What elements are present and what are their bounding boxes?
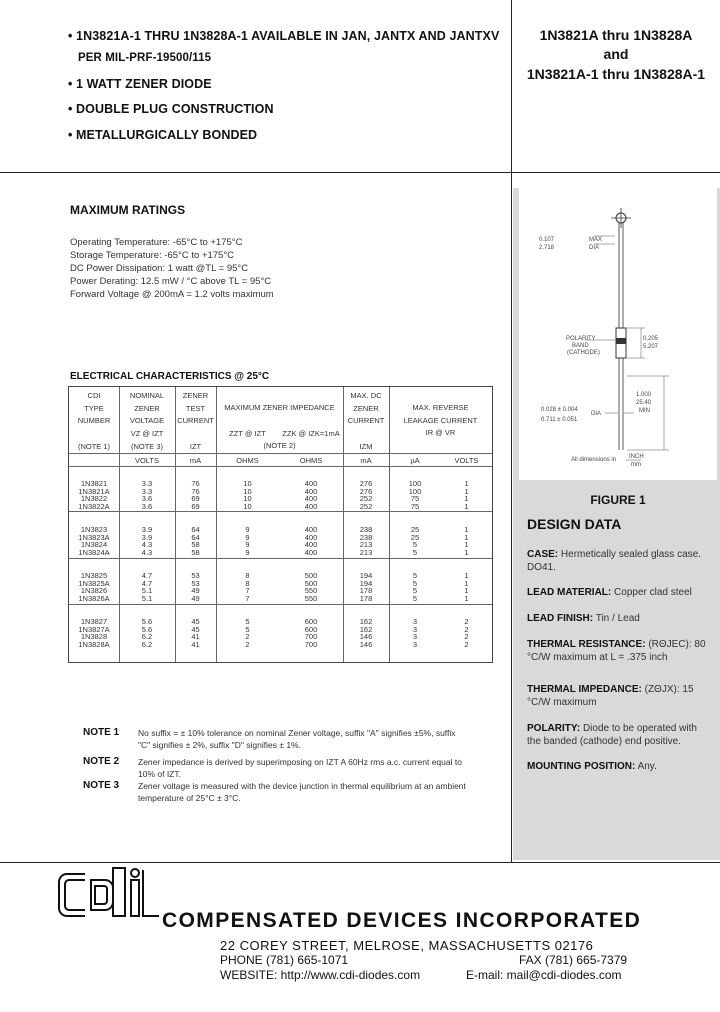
table-cell: 1 (464, 593, 469, 603)
table-cell: 6.2 (141, 632, 153, 642)
table-cell: 58 (191, 547, 200, 557)
table-cell: 4.3 (141, 547, 153, 557)
header-impedance-title: MAXIMUM ZENER IMPEDANCE (224, 403, 335, 412)
table-cell: 1 (464, 501, 469, 511)
dim-body-mm: 5.207 (643, 344, 659, 350)
rating-forward-voltage: Forward Voltage @ 200mA = 1.2 volts maximum (70, 289, 274, 300)
table-cell: 10 (243, 486, 252, 496)
table-cell: 64 (191, 525, 200, 534)
table-cell: 2 (464, 632, 469, 642)
footer-rule (0, 862, 720, 863)
header-leakage: MAX. REVERSE LEAKAGE CURRENT IR @ VR (403, 403, 478, 438)
note-1-label: NOTE 1 (83, 727, 120, 738)
feature-double-plug: • DOUBLE PLUG CONSTRUCTION (68, 102, 274, 116)
design-lead-material: LEAD MATERIAL: Copper clad steel (527, 587, 692, 598)
table-cell: 45 (191, 624, 200, 634)
table-cell: 76 (191, 479, 200, 488)
table-cell: 4.7 (141, 578, 153, 588)
table-cell: 5 (412, 571, 418, 580)
table-cell: 5 (412, 593, 418, 603)
header-nominal-voltage: NOMINAL ZENER VOLTAGE VZ @ IZT (NOTE 3) (129, 391, 165, 451)
design-data-title: DESIGN DATA (527, 516, 622, 532)
dim-band: BAND (572, 343, 589, 349)
part-number-cell: 1N3823 (80, 525, 108, 534)
dim-cathode: (CATHODE) (567, 350, 600, 356)
table-cell: 252 (359, 494, 373, 504)
dim-max: MAX (589, 237, 603, 243)
table-cell: 2 (245, 639, 250, 649)
company-address: 22 COREY STREET, MELROSE, MASSACHUSETTS 02176 (220, 938, 594, 953)
part-number-cell: 1N3824 (80, 540, 108, 550)
part-number-cell: 1N3822 (80, 494, 108, 504)
part-title-line-3: 1N3821A-1 thru 1N3828A-1 (526, 66, 706, 82)
table-cell: 3 (412, 617, 418, 626)
header-rule (0, 172, 720, 173)
table-cell: 53 (191, 578, 200, 588)
design-thermal-impedance: THERMAL IMPEDANCE: (ZΘJX): 15 °C/W maximum (527, 684, 694, 708)
table-cell: 10 (243, 479, 252, 488)
table-cell: 3.3 (141, 486, 153, 496)
part-number-cell: 1N3823A (78, 532, 110, 542)
table-cell: 76 (191, 486, 200, 496)
figure-1-title: FIGURE 1 (590, 493, 646, 507)
table-cell: 600 (304, 624, 318, 634)
table-row (69, 594, 492, 603)
dim-unit-inch: INCH (629, 454, 644, 460)
table-cell: 100 (408, 479, 422, 488)
table-cell: 1 (464, 486, 469, 496)
design-mounting-position: MOUNTING POSITION: Any. (527, 761, 657, 772)
table-cell: 400 (304, 547, 318, 557)
table-cell: 3 (412, 624, 418, 634)
dim-wire-mm: 0.711 ± 0.051 (541, 417, 578, 423)
figure-1-drawing (519, 188, 717, 480)
design-thermal-resistance: THERMAL RESISTANCE: (RΘJEC): 80 °C/W maximum at L = .375 inch (527, 639, 706, 663)
header-test-current: ZENER TEST CURRENT IZT (177, 391, 214, 451)
table-cell: 9 (245, 547, 250, 557)
dim-min: MIN (639, 408, 650, 414)
table-cell: 700 (304, 632, 318, 642)
table-cell: 4.3 (141, 540, 153, 550)
rating-power-derating: Power Derating: 12.5 mW / °C above TL = 95°C (70, 276, 272, 287)
table-cell: 1 (464, 586, 469, 596)
dim-length-mm: 25.40 (636, 400, 652, 406)
header-impedance-note: (NOTE 2) (263, 441, 296, 450)
table-cell: 550 (304, 593, 318, 603)
table-cell: 3.9 (141, 532, 153, 542)
electrical-characteristics-table (68, 386, 493, 663)
part-title-line-2: and (603, 46, 629, 62)
table-cell: 1 (464, 525, 469, 534)
table-cell: 5 (412, 547, 418, 557)
table-cell: 3.6 (141, 494, 153, 504)
company-phone: PHONE (781) 665-1071 (220, 953, 349, 967)
feature-jan-availability: • 1N3821A-1 THRU 1N3828A-1 AVAILABLE IN JAN, JANTX AND JANTXV (68, 29, 500, 43)
table-cell: 146 (359, 632, 373, 642)
part-number-cell: 1N3826 (80, 586, 108, 596)
table-cell: 5 (412, 540, 418, 550)
table-cell: 178 (359, 586, 373, 596)
table-cell: 9 (245, 540, 250, 550)
table-cell: 400 (304, 494, 318, 504)
table-cell: 64 (191, 532, 200, 542)
table-cell: 100 (408, 486, 422, 496)
table-cell: 400 (304, 486, 318, 496)
header-zzt: ZZT @ IZT (229, 429, 266, 438)
dim-wire-in: 0.028 ± 0.004 (541, 407, 578, 413)
company-email[interactable]: E-mail: mail@cdi-diodes.com (466, 968, 622, 982)
table-cell: 5.6 (141, 617, 153, 626)
table-row (69, 502, 492, 511)
table-cell: 53 (191, 571, 200, 580)
table-cell: 49 (191, 593, 200, 603)
table-cell: 5.6 (141, 624, 153, 634)
table-cell: 58 (191, 540, 200, 550)
electrical-heading: ELECTRICAL CHARACTERISTICS @ 25°C (70, 371, 270, 382)
table-cell: 9 (245, 525, 250, 534)
table-cell: 49 (191, 586, 200, 596)
table-cell: 8 (245, 571, 250, 580)
part-number-cell: 1N3825 (80, 571, 108, 580)
dim-unit-mm: mm (631, 462, 641, 468)
table-cell: 6.2 (141, 639, 153, 649)
table-cell: 194 (359, 571, 373, 580)
table-cell: 7 (245, 586, 250, 596)
part-number-cell: 1N3821 (80, 479, 108, 488)
table-cell: 69 (191, 501, 200, 511)
table-cell: 9 (245, 532, 250, 542)
table-cell: 5 (412, 578, 418, 588)
table-cell: 238 (359, 532, 373, 542)
max-ratings-heading: MAXIMUM RATINGS (70, 203, 186, 217)
design-case: CASE: Hermetically sealed glass case. DO41. (527, 549, 701, 573)
table-cell: 1 (464, 578, 469, 588)
table-cell: 162 (359, 624, 373, 634)
dim-wire-dia: DIA (591, 411, 602, 417)
table-cell: 3.3 (141, 479, 153, 488)
part-number-cell: 1N3825A (78, 578, 110, 588)
table-cell: 2 (464, 624, 469, 634)
part-number-cell: 1N3821A (78, 486, 110, 496)
rating-dc-power: DC Power Dissipation: 1 watt @TL = 95°C (70, 263, 249, 274)
dim-length-in: 1.000 (636, 392, 652, 398)
table-cell: 500 (304, 578, 318, 588)
table-cell: 2 (464, 617, 469, 626)
dim-lead-dia-mm: 2.718 (539, 245, 555, 251)
table-cell: 25 (410, 525, 420, 534)
table-cell: 5 (245, 617, 250, 626)
table-cell: 400 (304, 479, 318, 488)
header-zzk: ZZK @ IZK=1mA (282, 429, 340, 438)
table-cell: 213 (359, 540, 373, 550)
dim-footer: All dimensions in (571, 457, 617, 463)
table-cell: 75 (410, 494, 420, 504)
table-cell: 25 (410, 532, 420, 542)
table-cell: 600 (304, 617, 318, 626)
table-cell: 3 (412, 632, 418, 642)
part-number-cell: 1N3828 (80, 632, 108, 642)
table-cell: 146 (359, 639, 373, 649)
table-cell: 3.9 (141, 525, 153, 534)
table-cell: 41 (191, 639, 200, 649)
table-cell: 276 (359, 479, 373, 488)
table-cell: 400 (304, 525, 318, 534)
table-cell: 194 (359, 578, 373, 588)
header-cdi-type: CDI TYPE NUMBER (NOTE 1) (77, 391, 111, 451)
part-number-cell: 1N3826A (78, 593, 110, 603)
company-fax: FAX (781) 665-7379 (519, 953, 628, 967)
table-cell: 41 (191, 632, 200, 642)
design-lead-finish: LEAD FINISH: Tin / Lead (527, 613, 640, 624)
note-3-label: NOTE 3 (83, 780, 120, 791)
table-cell: 5.1 (141, 593, 153, 603)
table-cell: 1 (464, 494, 469, 504)
table-row (69, 548, 492, 557)
table-cell: 2 (245, 632, 250, 642)
part-number-cell: 1N3827A (78, 624, 110, 634)
rating-storage-temp: Storage Temperature: -65°C to +175°C (70, 250, 235, 261)
dim-dia: DIA (589, 245, 600, 251)
company-name: COMPENSATED DEVICES INCORPORATED (162, 909, 642, 932)
header-divider (511, 0, 512, 172)
company-website[interactable]: WEBSITE: http://www.cdi-diodes.com (220, 968, 421, 982)
table-cell: 8 (245, 578, 250, 588)
dim-lead-dia-in: 0.107 (539, 237, 555, 243)
table-cell: 4.7 (141, 571, 153, 580)
table-cell: 1 (464, 532, 469, 542)
dim-body-in: 0.205 (643, 336, 659, 342)
part-title-line-1: 1N3821A thru 1N3828A (539, 27, 693, 43)
table-cell: 213 (359, 547, 373, 557)
table-cell: 10 (243, 494, 252, 504)
table-cell: 2 (464, 639, 469, 649)
table-cell: 700 (304, 639, 318, 649)
table-cell: 45 (191, 617, 200, 626)
table-cell: 276 (359, 486, 373, 496)
rating-operating-temp: Operating Temperature: -65°C to +175°C (70, 237, 243, 248)
table-cell: 1 (464, 479, 469, 488)
dim-polarity: POLARITY (566, 336, 596, 342)
part-number-cell: 1N3828A (78, 639, 110, 649)
table-cell: 1 (464, 540, 469, 550)
table-cell: 1 (464, 571, 469, 580)
table-cell: 5 (245, 624, 250, 634)
table-row (69, 640, 492, 649)
table-cell: 400 (304, 540, 318, 550)
note-2-label: NOTE 2 (83, 756, 120, 767)
table-cell: 252 (359, 501, 373, 511)
units-row: VOLTS mA OHMS OHMS mA µA VOLTS (134, 456, 479, 465)
note-1-text: No suffix = ± 10% tolerance on nominal Zener voltage, suffix "A" signifies ±5%, suffix "C" signifies ± 2%, suffix "D" signifies ± 1%. (138, 728, 456, 750)
feature-mil-spec: PER MIL-PRF-19500/115 (78, 52, 212, 64)
table-cell: 3.6 (141, 501, 153, 511)
panel-divider (511, 172, 512, 862)
table-cell: 5 (412, 586, 418, 596)
table-cell: 550 (304, 586, 318, 596)
design-polarity: POLARITY: Diode to be operated with the banded (cathode) end positive. (527, 723, 697, 747)
note-2-text: Zener impedance is derived by superimposing on IZT A 60Hz rms a.c. current equal to 10% of IZT. (138, 757, 462, 779)
feature-metallurgically-bonded: • METALLURGICALLY BONDED (68, 128, 258, 142)
table-cell: 3 (412, 639, 418, 649)
table-cell: 75 (410, 501, 420, 511)
part-number-cell: 1N3827 (80, 617, 108, 626)
table-cell: 400 (304, 532, 318, 542)
cdi-logo (55, 866, 160, 924)
table-cell: 178 (359, 593, 373, 603)
table-cell: 162 (359, 617, 373, 626)
table-cell: 7 (245, 593, 250, 603)
part-number-cell: 1N3824A (78, 547, 110, 557)
table-cell: 1 (464, 547, 469, 557)
table-cell: 5.1 (141, 586, 153, 596)
table-cell: 69 (191, 494, 200, 504)
table-cell: 400 (304, 501, 318, 511)
table-cell: 10 (243, 501, 252, 511)
note-3-text: Zener voltage is measured with the device junction in thermal equilibrium at an ambient temperature of 25°C ± 3°C. (138, 781, 466, 803)
header-max-dc-current: MAX. DC ZENER CURRENT IZM (347, 391, 385, 451)
table-cell: 238 (359, 525, 373, 534)
feature-1-watt: • 1 WATT ZENER DIODE (68, 77, 212, 91)
table-cell: 500 (304, 571, 318, 580)
part-number-cell: 1N3822A (78, 501, 110, 511)
